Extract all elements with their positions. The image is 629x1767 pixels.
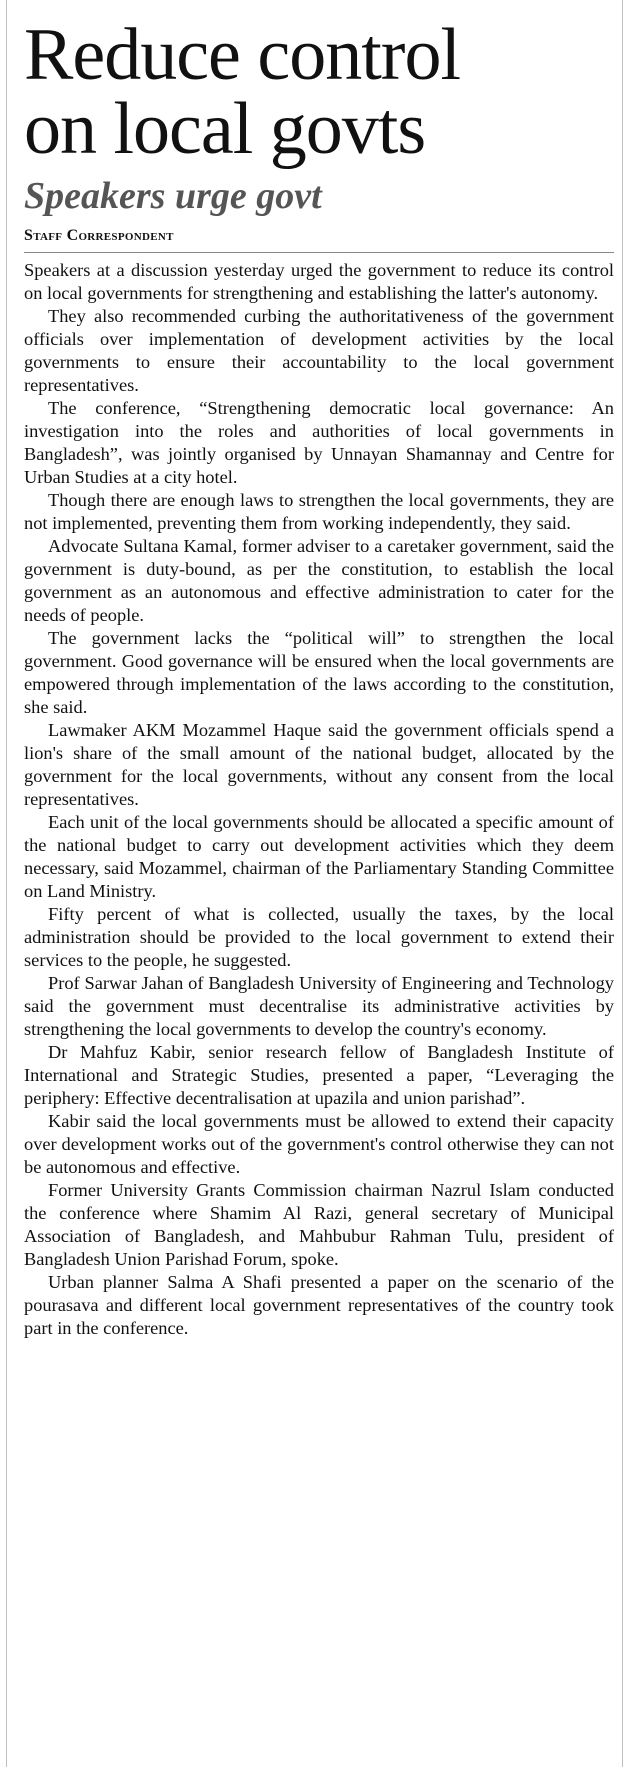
paragraph: They also recommended curbing the authoritativeness of the government officials over implementation of development activities by the local governments to ensure their accountability to the local government representatives. [24,306,614,395]
page-right-rule [622,0,623,1767]
headline-line-1: Reduce control [24,14,460,96]
paragraph: Though there are enough laws to strengthen the local governments, they are not implemented, preventing them from working independently, they said. [24,490,614,533]
byline: Staff Correspondent [24,227,174,244]
paragraph: Prof Sarwar Jahan of Bangladesh University of Engineering and Technology said the government must decentralise its administrative activities by strengthening the local governments to develop the country's economy. [24,973,614,1039]
headline [24,14,614,170]
byline-divider [24,252,614,253]
paragraph: Kabir said the local governments must be allowed to extend their capacity over development works out of the government's control otherwise they can not be autonomous and effective. [24,1111,614,1177]
paragraph: Urban planner Salma A Shafi presented a paper on the scenario of the pourasava and different local government representatives of the country took part in the conference. [24,1272,614,1338]
paragraph: The conference, “Strengthening democratic local governance: An investigation into the roles and authorities of local governments in Bangladesh”, was jointly organised by Unnayan Shamannay and Centre for Urban Studies at a city hotel. [24,398,614,487]
article-body [24,259,614,1340]
page-left-rule [6,0,7,1767]
paragraph: Lawmaker AKM Mozammel Haque said the government officials spend a lion's share of the small amount of the national budget, allocated by the government for the local governments, without any consent from the local representatives. [24,720,614,809]
paragraph: Advocate Sultana Kamal, former adviser to a caretaker government, said the government is duty-bound, as per the constitution, to establish the local government as an autonomous and effective administration to cater for the needs of people. [24,536,614,625]
paragraph: Each unit of the local governments should be allocated a specific amount of the national budget to carry out development activities which they deem necessary, said Mozammel, chairman of the Parliamentary Standing Committee on Land Ministry. [24,812,614,901]
headline-line-2: on local govts [24,88,426,170]
paragraph: Speakers at a discussion yesterday urged the government to reduce its control on local governments for strengthening and establishing the latter's autonomy. [24,260,614,303]
subheadline: Speakers urge govt [24,175,322,217]
paragraph: Former University Grants Commission chairman Nazrul Islam conducted the conference where Shamim Al Razi, general secretary of Municipal Association of Bangladesh, and Mahbubur Rahman Tulu, president of Bangladesh Union Parishad Forum, spoke. [24,1180,614,1269]
paragraph: Fifty percent of what is collected, usually the taxes, by the local administration should be provided to the local government to extend their services to the people, he suggested. [24,904,614,970]
paragraph: Dr Mahfuz Kabir, senior research fellow of Bangladesh Institute of International and Strategic Studies, presented a paper, “Leveraging the periphery: Effective decentralisation at upazila and union parishad”. [24,1042,614,1108]
news-article [24,14,614,1340]
paragraph: The government lacks the “political will” to strengthen the local government. Good governance will be ensured when the local governments are empowered through implementation of the laws according to the constitution, she said. [24,628,614,717]
